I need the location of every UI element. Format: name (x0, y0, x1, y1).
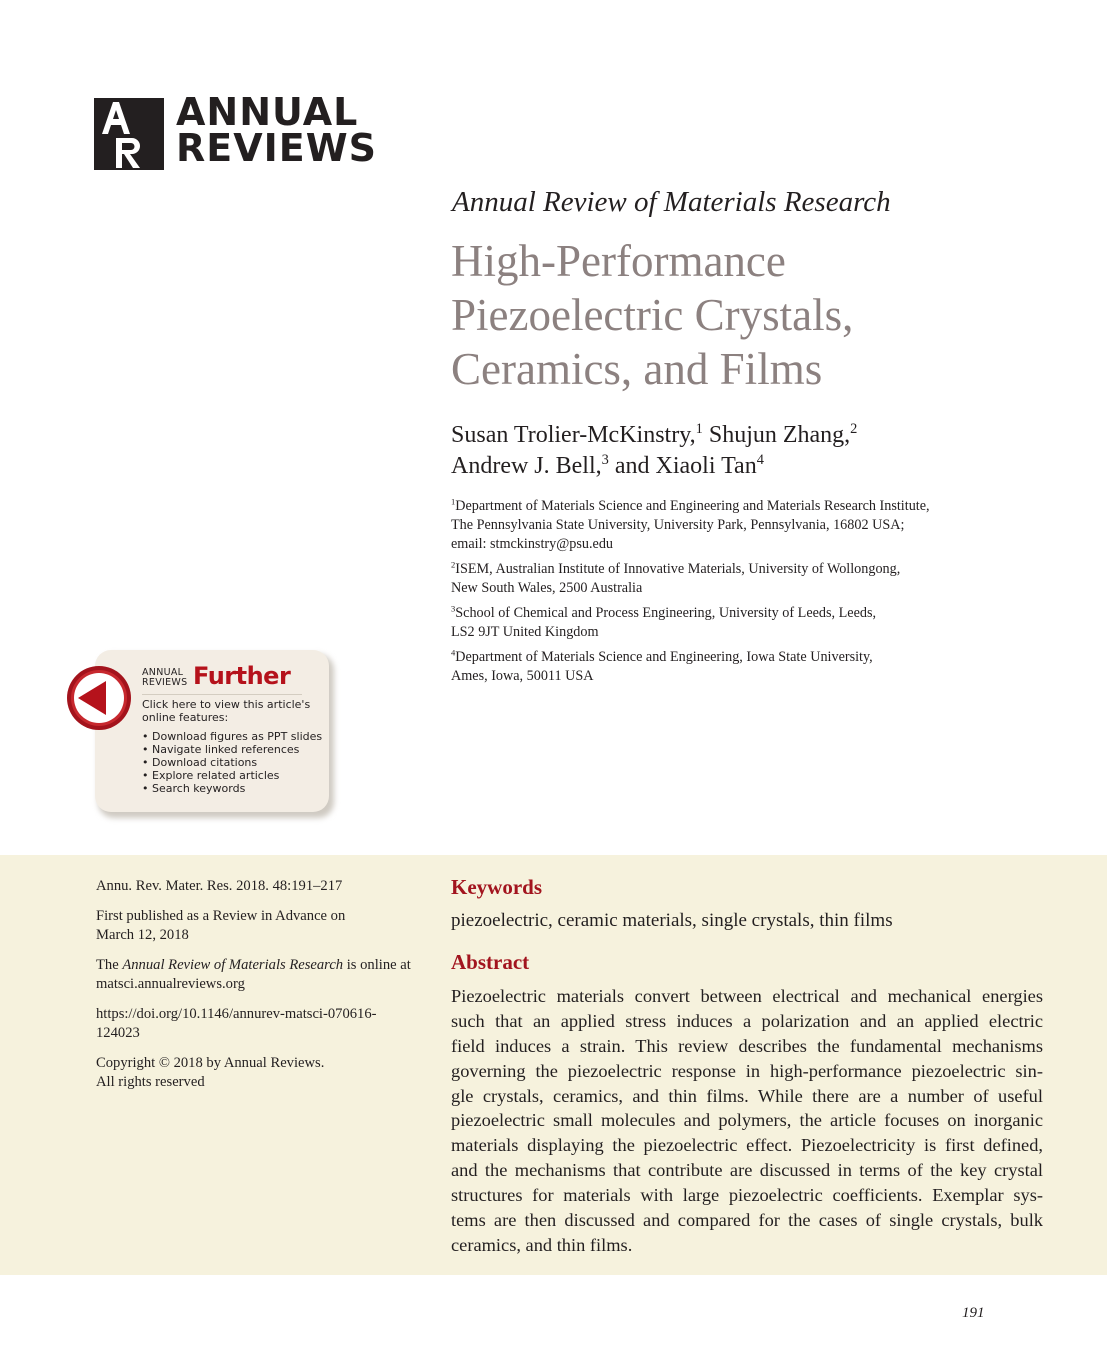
affiliation-number: 3 (451, 603, 456, 614)
affiliation-text: LS2 9JT United Kingdom (451, 624, 599, 640)
abstract-line: piezoelectric small molecules and polymers, the article focuses on inorganic (451, 1110, 1043, 1131)
affiliation-1 (451, 497, 1051, 554)
doi-line: https://doi.org/10.1146/annurev-matsci-070616- (96, 1006, 377, 1022)
logo-line-annual: ANNUAL (176, 90, 359, 134)
title-line: High-Performance (451, 236, 786, 286)
affiliations (451, 497, 1051, 692)
author-affiliation-mark: 2 (850, 421, 858, 437)
article-title (451, 234, 1071, 396)
feature-navigate-references[interactable]: • Navigate linked references (142, 743, 322, 756)
affiliation-email: email: stmckinstry@psu.edu (451, 536, 614, 552)
further-intro (142, 698, 322, 724)
online-text: is online at (343, 957, 411, 973)
further-intro-text: to view this article's online features: (142, 698, 311, 724)
abstract-line: such that an applied stress induces a polarization and an applied electric (451, 1010, 1043, 1031)
copyright (96, 1054, 426, 1092)
author-affiliation-mark: 3 (601, 452, 609, 468)
feature-download-citations[interactable]: • Download citations (142, 756, 322, 769)
published-info (96, 907, 426, 945)
article-metadata (96, 877, 426, 1103)
abstract-line: field induces a strain. This review describes the fundamental mechanisms (451, 1035, 1043, 1056)
copyright-line: Copyright © 2018 by Annual Reviews. (96, 1055, 325, 1071)
affiliation-text: Department of Materials Science and Engineering, Iowa State University, (455, 649, 873, 665)
affiliation-text: ISEM, Australian Institute of Innovative Materials, University of Wollongong, (455, 561, 901, 577)
author-affiliation-mark: 1 (695, 421, 703, 437)
journal-url[interactable]: matsci.annualreviews.org (96, 976, 245, 992)
abstract-line: structures for materials with large piezoelectric coefficients. Exemplar sys- (451, 1185, 1043, 1206)
logo-line-reviews: REVIEWS (176, 126, 378, 170)
author-affiliation-mark: 4 (756, 452, 764, 468)
published-date: March 12, 2018 (96, 927, 189, 943)
author-name: Andrew J. Bell, (451, 453, 602, 479)
affiliation-text: School of Chemical and Process Engineering, University of Leeds, Leeds, (455, 605, 877, 621)
abstract-line: governing the piezoelectric response in high-performance piezoelectric sin- (451, 1060, 1043, 1081)
author-name: and Xiaoli Tan (608, 453, 757, 479)
abstract-line: tems are then discussed and compared for the cases of single crystals, bulk (451, 1210, 1043, 1231)
doi[interactable] (96, 1005, 426, 1043)
keywords-heading: Keywords (451, 875, 542, 899)
further-title: Further (193, 662, 291, 690)
title-line: Ceramics, and Films (451, 344, 823, 394)
affiliation-number: 1 (451, 496, 456, 507)
author-list (451, 420, 1071, 482)
abstract-line: gle crystals, ceramics, and thin films. While there are a number of useful (451, 1085, 1043, 1106)
further-feature-list (142, 730, 322, 795)
abstract-line: materials displaying the piezoelectric effect. Piezoelectricity is first defined, (451, 1135, 1043, 1156)
affiliation-4 (451, 648, 1051, 686)
further-brand-line: ANNUAL (142, 667, 184, 678)
abstract-line: Piezoelectric materials convert between electrical and mechanical energies (451, 986, 1043, 1006)
author-line-2 (451, 451, 1071, 482)
click-here-link[interactable]: Click here (142, 698, 197, 711)
affiliation-text: Ames, Iowa, 50011 USA (451, 668, 594, 684)
further-divider (142, 694, 302, 695)
keywords: piezoelectric, ceramic materials, single crystals, thin films (451, 910, 893, 931)
published-line: First published as a Review in Advance on (96, 908, 346, 924)
affiliation-number: 2 (451, 559, 456, 570)
further-brand-small (142, 668, 187, 688)
journal-name: Annual Review of Materials Research (452, 186, 891, 218)
ar-logo-mark-icon (94, 98, 164, 170)
online-info (96, 956, 426, 994)
online-journal-name: Annual Review of Materials Research (122, 957, 344, 973)
abstract-text (451, 984, 1043, 1258)
affiliation-3 (451, 604, 1051, 642)
feature-search-keywords[interactable]: • Search keywords (142, 782, 322, 795)
affiliation-text: Department of Materials Science and Engineering and Materials Research Institute, (455, 498, 930, 514)
abstract-line: ceramics, and thin films. (451, 1234, 633, 1255)
author-name: Shujun Zhang, (702, 422, 851, 448)
abstract-line: and the mechanisms that contribute are discussed in terms of the key crystal (451, 1160, 1043, 1181)
author-name: Susan Trolier-McKinstry, (451, 422, 696, 448)
doi-line: 124023 (96, 1025, 140, 1041)
title-line: Piezoelectric Crystals, (451, 290, 854, 340)
affiliation-2 (451, 560, 1051, 598)
annual-reviews-logo (94, 90, 378, 172)
affiliation-number: 4 (451, 647, 456, 658)
rights-line: All rights reserved (96, 1074, 205, 1090)
play-arrow-icon[interactable] (66, 665, 132, 731)
affiliation-text: The Pennsylvania State University, University Park, Pennsylvania, 16802 USA; (451, 517, 905, 533)
feature-explore-related[interactable]: • Explore related articles (142, 769, 322, 782)
further-brand-line: REVIEWS (142, 677, 188, 688)
affiliation-text: New South Wales, 2500 Australia (451, 580, 643, 596)
page-number: 191 (962, 1305, 985, 1321)
citation: Annu. Rev. Mater. Res. 2018. 48:191–217 (96, 878, 343, 894)
online-text: The (96, 957, 123, 973)
feature-download-ppt[interactable]: • Download figures as PPT slides (142, 730, 322, 743)
abstract-heading: Abstract (451, 950, 530, 974)
author-line-1 (451, 420, 1071, 451)
